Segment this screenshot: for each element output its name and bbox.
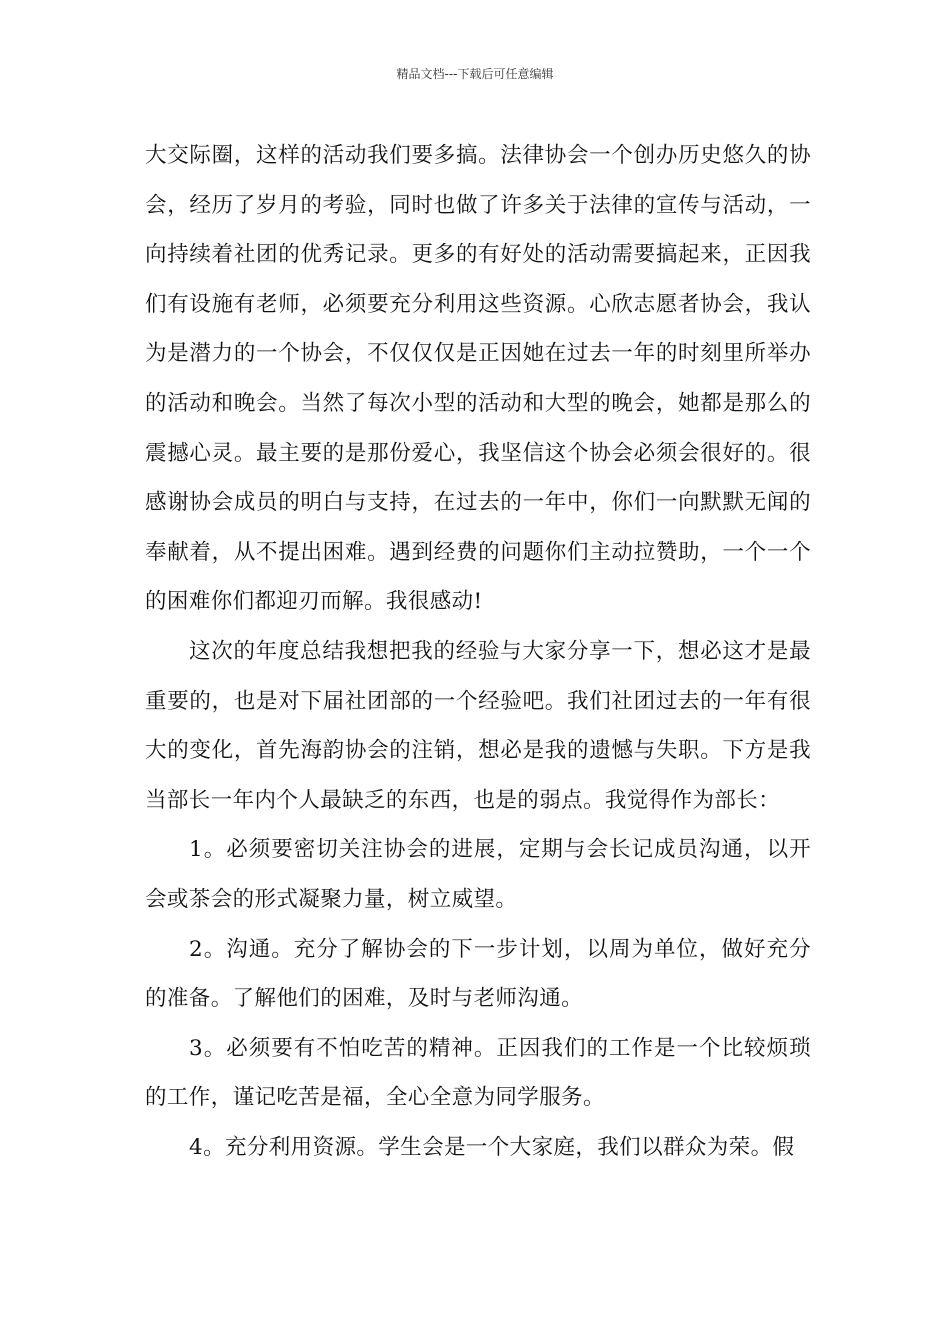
paragraph-summary: 这次的年度总结我想把我的经验与大家分享一下，想必这才是最重要的，也是对下届社团部的一个经验吧。我们社团过去的一年有很大的变化，首先海韵协会的注销，想必是我的遗憾与失职。下方是我当部长一年内个人最缺乏的东西，也是的弱点。我觉得作为部长： bbox=[145, 638, 811, 813]
page-header: 精品文档---下载后可任意编辑 bbox=[396, 67, 554, 81]
paragraph-continuation: 大交际圈，这样的活动我们要多搞。法律协会一个创办历史悠久的协会，经历了岁月的考验，同时也做了许多关于法律的宣传与活动，一向持续着社团的优秀记录。更多的有好处的活动需要搞起来，正因我们有设施有老师，必须要充分利用这些资源。心欣志愿者协会，我认为是潜力的一个协会，不仅仅仅是正因她在过去一年的时刻里所举办的活动和晚会。当然了每次小型的活动和大型的晚会，她都是那么的震撼心灵。最主要的是那份爱心，我坚信这个协会必须会很好的。很感谢协会成员的明白与支持，在过去的一年中，你们一向默默无闻的奉献着，从不提出困难。遇到经费的问题你们主动拉赞助，一个一个的困难你们都迎刃而解。我很感动! bbox=[145, 143, 811, 615]
list-item-4: 4。充分利用资源。学生会是一个大家庭，我们以群众为荣。假 bbox=[189, 1134, 795, 1160]
list-item-2: 2。沟通。充分了解协会的下一步计划，以周为单位，做好充分的准备。了解他们的困难，及时与老师沟通。 bbox=[145, 936, 811, 1012]
list-item-3: 3。必须要有不怕吃苦的精神。正因我们的工作是一个比较烦琐的工作，谨记吃苦是福，全心全意为同学服务。 bbox=[145, 1035, 811, 1111]
list-item-1: 1。必须要密切关注协会的进展，定期与会长记成员沟通，以开会或茶会的形式凝聚力量，树立威望。 bbox=[145, 837, 811, 912]
document-body bbox=[145, 131, 811, 1172]
